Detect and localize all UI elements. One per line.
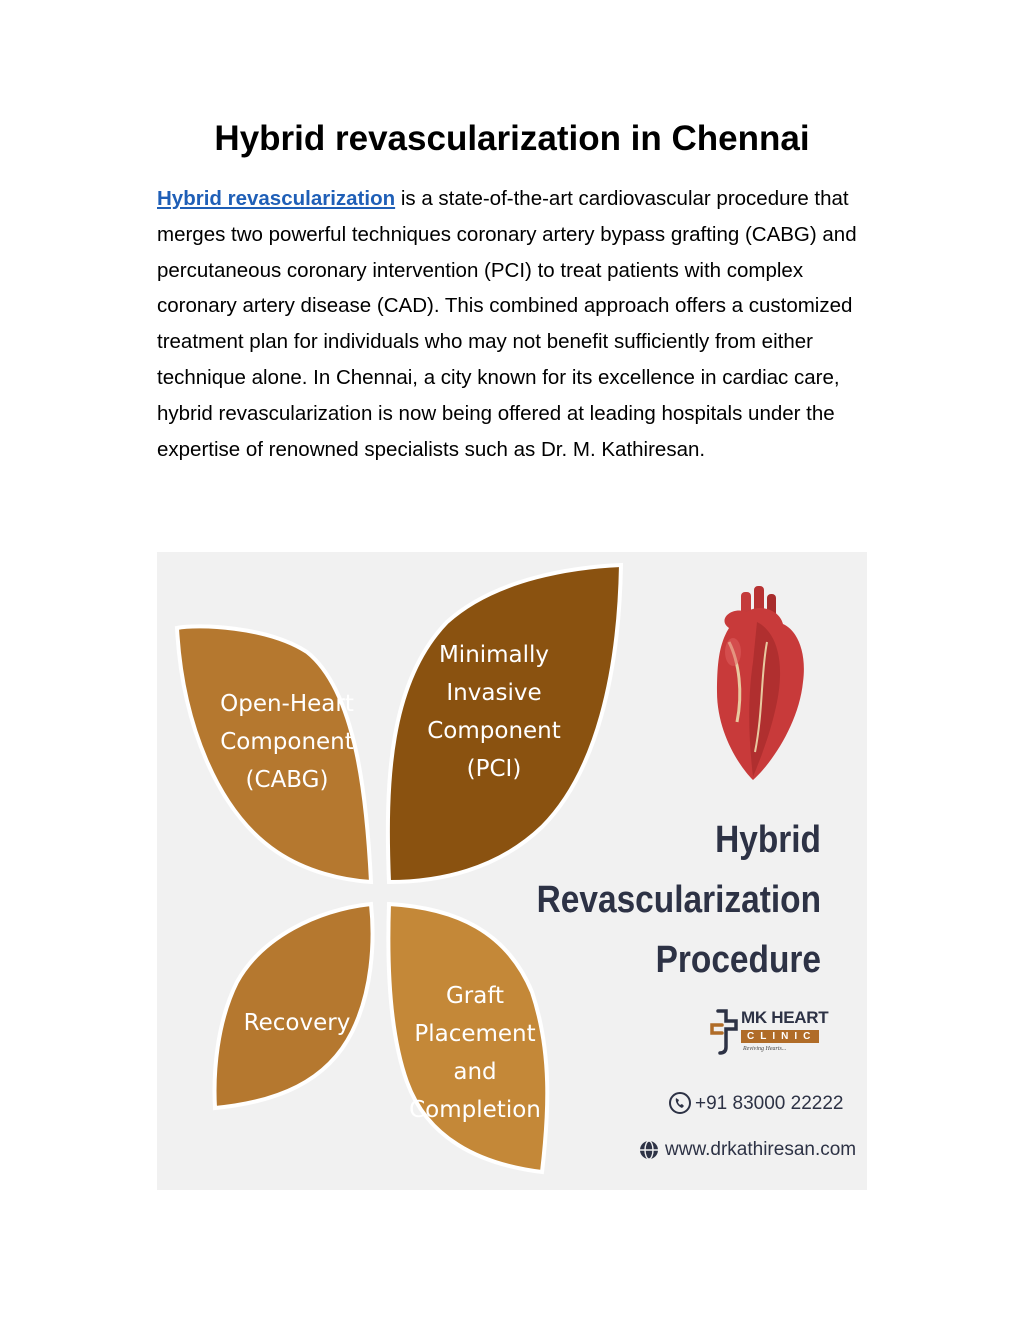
- procedure-title-line-1: Hybrid: [715, 819, 821, 861]
- petal-label-open-heart: Open-Heart Component (CABG): [220, 691, 354, 793]
- website-contact: [639, 1136, 856, 1164]
- hybrid-revascularization-infographic: [157, 552, 867, 1190]
- brand-block: [707, 1006, 827, 1058]
- intro-paragraph: [157, 181, 877, 467]
- petal-label-graft-placement: Graft Placement and Completion: [409, 983, 541, 1123]
- heart-illustration: [717, 586, 804, 780]
- procedure-title-line-3: Procedure: [655, 939, 821, 981]
- hybrid-revascularization-link[interactable]: Hybrid revascularization: [157, 187, 396, 210]
- page-title: Hybrid revascularization in Chennai: [214, 119, 810, 158]
- website-url: www.drkathiresan.com: [665, 1139, 857, 1160]
- phone-contact: [669, 1090, 843, 1118]
- petal-label-minimally-invasive: Minimally Invasive Component (PCI): [427, 642, 561, 782]
- procedure-title-line-2: Revascularization: [536, 879, 821, 921]
- intro-body-text: is a state-of-the-art cardiovascular procedure that merges two powerful techniques coronary artery bypass grafting (CABG) and percutaneous coronary intervention (PCI) to treat patients with complex coronary artery disease (CAD). This combined approach offers a customized treatment plan for individuals who may not benefit sufficiently from either technique alone. In Chennai, a city known for its excellence in cardiac care, hybrid revascularization is now being offered at leading hospitals under the expertise of renowned specialists such as Dr. M. Kathiresan.: [157, 187, 857, 461]
- procedure-title: [522, 810, 821, 990]
- petal-label-recovery: Recovery: [243, 1010, 351, 1036]
- brand-name: MK HEART: [741, 1008, 829, 1027]
- phone-number: +91 83000 22222: [695, 1093, 844, 1114]
- brand-subtitle: CLINIC: [741, 1030, 819, 1043]
- brand-tagline: Reviving Hearts...: [743, 1046, 787, 1052]
